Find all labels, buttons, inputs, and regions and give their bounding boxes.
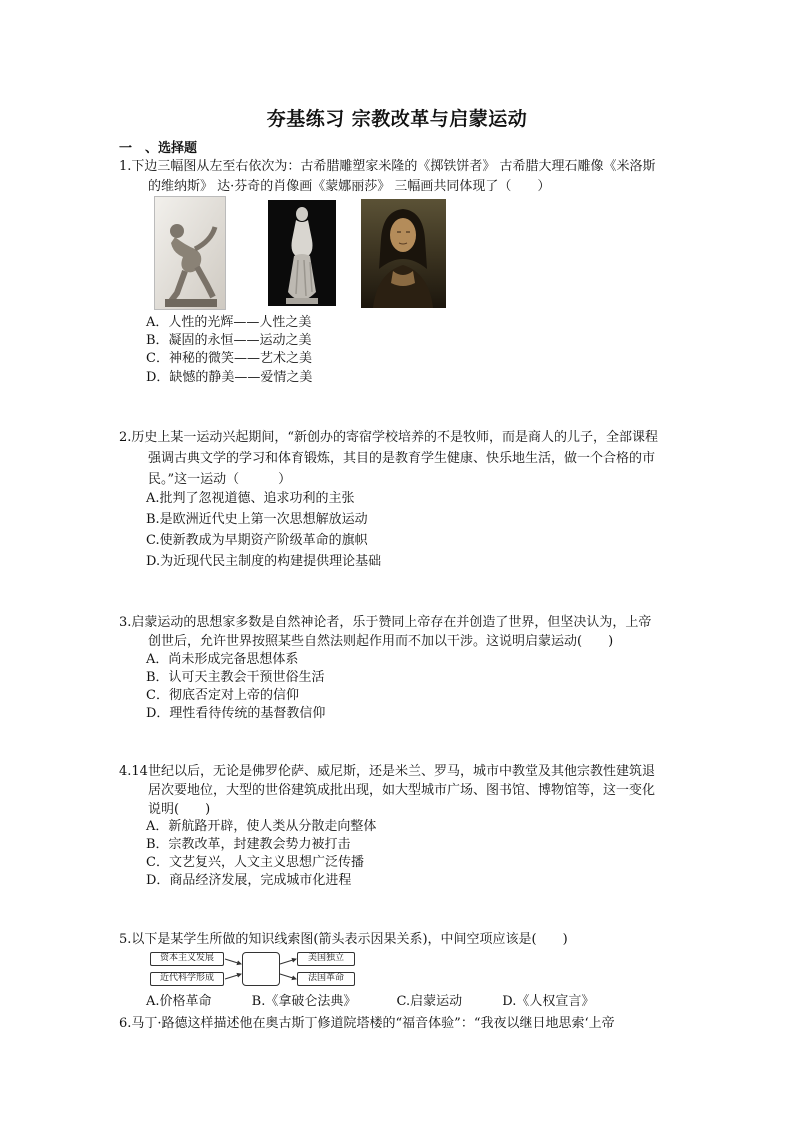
question-1-line-1: 1.下边三幅图从左至右依次为：古希腊雕塑家米隆的《掷铁饼者》 古希腊大理石雕像《米洛斯 — [119, 159, 656, 174]
question-4-line-2: 居次要地位，大型的世俗建筑成批出现，如大型城市广场、图书馆、博物馆等，这一变化 — [148, 783, 656, 798]
question-5-option-a[interactable]: A.价格革命 — [146, 994, 212, 1009]
mona-lisa-image — [361, 199, 446, 308]
question-2-option-b[interactable]: B.是欧洲近代史上第一次思想解放运动 — [146, 512, 368, 527]
question-5 — [119, 930, 704, 950]
question-2 — [119, 427, 704, 490]
diagram-arrows — [150, 952, 360, 988]
question-5-options — [146, 990, 630, 1009]
question-2-option-d[interactable]: D.为近现代民主制度的构建提供理论基础 — [146, 554, 382, 569]
question-3-option-a[interactable]: A．尚未形成完备思想体系 — [146, 652, 299, 667]
question-3-option-c[interactable]: C．彻底否定对上帝的信仰 — [146, 688, 299, 703]
diagram-box-capitalism: 资本主义发展 — [150, 952, 224, 966]
question-4-option-d[interactable]: D．商品经济发展，完成城市化进程 — [146, 873, 352, 888]
question-2-option-a[interactable]: A.批判了忽视道德、追求功利的主张 — [146, 491, 355, 506]
question-3-line-2: 创世后，允许世界按照某些自然法则起作用而不加以干涉。这说明启蒙运动( ) — [148, 634, 614, 649]
page-title: 夯基练习 宗教改革与启蒙运动 — [266, 108, 528, 130]
question-2-line-1: 2.历史上某一运动兴起期间，“新创办的寄宿学校培养的不是牧师，而是商人的儿子，全部课程 — [119, 430, 659, 445]
question-6 — [119, 1014, 704, 1034]
question-5-option-b[interactable]: B.《拿破仑法典》 — [251, 994, 357, 1009]
question-1-option-d[interactable]: D．缺憾的静美——爱情之美 — [146, 370, 313, 385]
question-1-option-a[interactable]: A．人性的光辉——人性之美 — [146, 315, 312, 330]
question-2-line-3: 民。”这一运动（ ） — [148, 472, 292, 487]
question-2-line-2: 强调古典文学的学习和体育锻炼，其目的是教育学生健康、快乐地生活，做一个合格的市 — [148, 451, 656, 466]
question-4-line-3: 说明( ) — [148, 802, 211, 817]
question-4-option-a[interactable]: A．新航路开辟，使人类从分散走向整体 — [146, 819, 377, 834]
question-1-option-b[interactable]: B．凝固的永恒——运动之美 — [146, 333, 312, 348]
question-6-line-1: 6.马丁·路德这样描述他在奥古斯丁修道院塔楼的“福音体验”：“我夜以继日地思索‘上帝 — [119, 1016, 615, 1031]
question-3-option-d[interactable]: D．理性看待传统的基督教信仰 — [146, 706, 326, 721]
diagram-box-us-independence: 美国独立 — [297, 952, 355, 966]
question-5-option-c[interactable]: C.启蒙运动 — [396, 994, 463, 1009]
question-3 — [119, 613, 704, 651]
question-3-line-1: 3.启蒙运动的思想家多数是自然神论者，乐于赞同上帝存在并创造了世界，但坚决认为，上帝 — [119, 615, 652, 630]
question-4-line-1: 4.14世纪以后，无论是佛罗伦萨、威尼斯，还是米兰、罗马，城市中教堂及其他宗教性建筑退 — [119, 764, 655, 779]
diagram-box-french-revolution: 法国革命 — [297, 972, 355, 986]
question-1-option-c[interactable]: C．神秘的微笑——艺术之美 — [146, 351, 312, 366]
question-4 — [119, 762, 704, 819]
question-5-line-1: 5.以下是某学生所做的知识线索图(箭头表示因果关系)，中间空项应该是( ) — [119, 932, 568, 947]
question-1 — [119, 157, 704, 197]
question-5-option-d[interactable]: D.《人权宣言》 — [502, 994, 595, 1009]
diagram-box-science: 近代科学形成 — [150, 972, 224, 986]
section-heading: 一 、选择题 — [119, 141, 198, 156]
discus-thrower-image — [154, 196, 226, 310]
venus-de-milo-image — [268, 200, 336, 306]
question-4-option-b[interactable]: B．宗教改革，封建教会势力被打击 — [146, 837, 351, 852]
question-1-line-2: 的维纳斯》 达·芬奇的肖像画《蒙娜丽莎》 三幅画共同体现了（ ） — [148, 179, 551, 194]
question-2-option-c[interactable]: C.使新教成为早期资产阶级革命的旗帜 — [146, 533, 368, 548]
question-4-option-c[interactable]: C．文艺复兴，人文主义思想广泛传播 — [146, 855, 364, 870]
question-3-option-b[interactable]: B．认可天主教会干预世俗生活 — [146, 670, 325, 685]
knowledge-chain-diagram — [150, 952, 360, 988]
